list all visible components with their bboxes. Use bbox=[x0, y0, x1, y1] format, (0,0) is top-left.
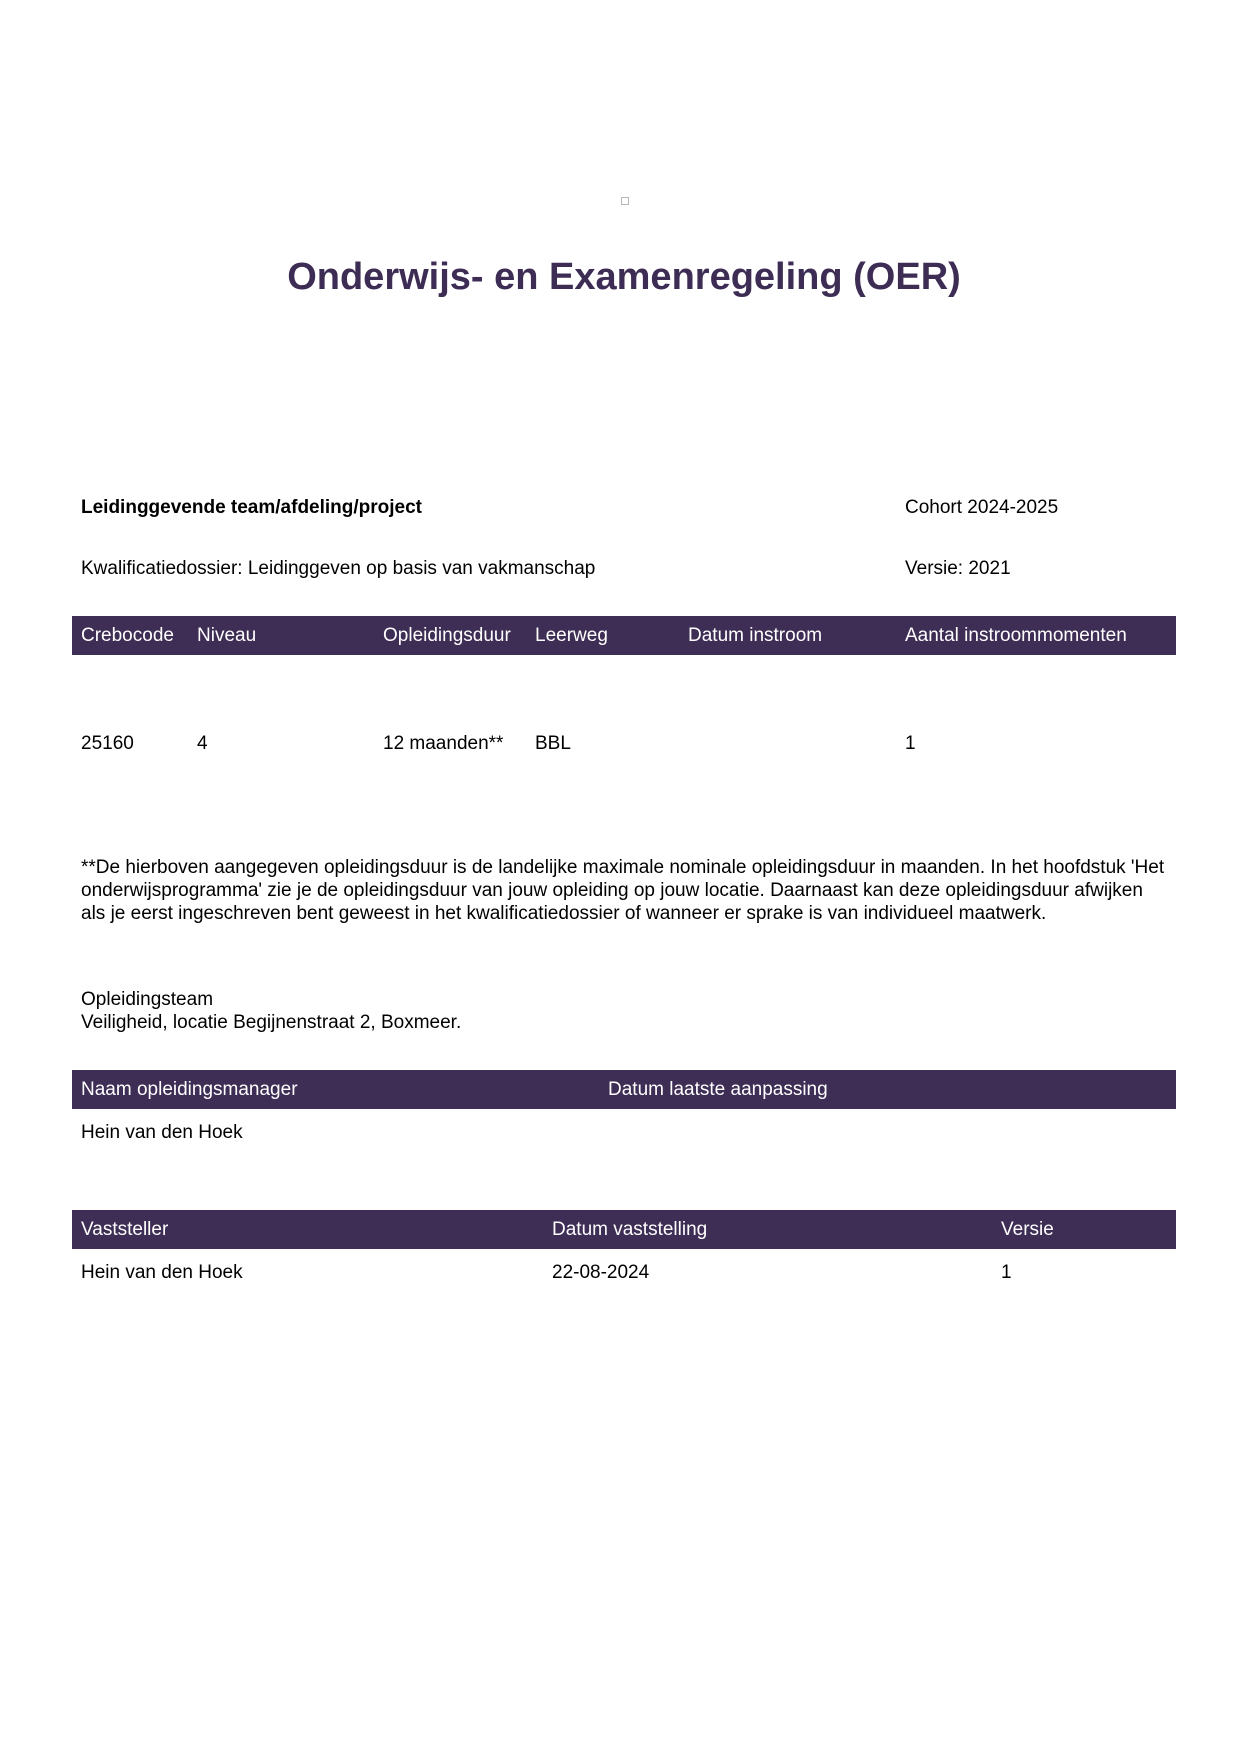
cell-leerweg: BBL bbox=[535, 733, 571, 754]
cell-aantal-instroommomenten: 1 bbox=[905, 733, 916, 754]
manager-table-row bbox=[72, 1121, 1176, 1145]
version-label: Versie: 2021 bbox=[905, 558, 1011, 579]
header-datum-instroom: Datum instroom bbox=[688, 625, 823, 646]
header-naam-opleidingsmanager: Naam opleidingsmanager bbox=[81, 1079, 298, 1100]
cell-niveau: 4 bbox=[197, 733, 208, 754]
approval-table-row bbox=[72, 1261, 1176, 1285]
header-niveau: Niveau bbox=[197, 625, 257, 646]
header-datum-vaststelling: Datum vaststelling bbox=[552, 1219, 708, 1240]
cell-versie: 1 bbox=[1001, 1262, 1012, 1283]
cell-crebocode: 25160 bbox=[81, 733, 134, 754]
program-name: Leidinggevende team/afdeling/project bbox=[81, 497, 423, 518]
cell-vaststeller: Hein van den Hoek bbox=[81, 1262, 243, 1283]
header-vaststeller: Vaststeller bbox=[81, 1219, 169, 1240]
footnote: **De hierboven aangegeven opleidingsduur is de landelijke maximale nominale opleidingsduur in maanden. In het hoofdstuk 'Het onderwijsprogramma' zie je de opleidingsduur van jouw opleiding op jouw locatie. Daarnaast kan deze opleidingsduur afwijken als je eerst ingeschreven bent geweest in het kwalificatiedossier of wanneer er sprake is van individueel maatwerk. bbox=[81, 857, 1165, 924]
header-aantal-instroommomenten: Aantal instroommomenten bbox=[905, 625, 1127, 646]
cell-opleidingsduur: 12 maanden** bbox=[383, 733, 504, 754]
cell-datum-vaststelling: 22-08-2024 bbox=[552, 1262, 650, 1283]
program-table-row bbox=[72, 732, 1176, 756]
cohort: Cohort 2024-2025 bbox=[905, 497, 1059, 518]
team-location: Veiligheid, locatie Begijnenstraat 2, Boxmeer. bbox=[81, 1012, 462, 1033]
cell-manager-name: Hein van den Hoek bbox=[81, 1122, 243, 1143]
approval-table-header bbox=[72, 1210, 1176, 1249]
program-table-header bbox=[72, 616, 1176, 655]
header-datum-laatste-aanpassing: Datum laatste aanpassing bbox=[608, 1079, 828, 1100]
qualification-dossier: Kwalificatiedossier: Leidinggeven op basis van vakmanschap bbox=[81, 558, 596, 579]
header-leerweg: Leerweg bbox=[535, 625, 608, 646]
team-label: Opleidingsteam bbox=[81, 989, 214, 1010]
manager-table-header bbox=[72, 1070, 1176, 1109]
header-versie: Versie bbox=[1001, 1219, 1054, 1240]
header-crebocode: Crebocode bbox=[81, 625, 174, 646]
document-title: Onderwijs- en Examenregeling (OER) bbox=[287, 256, 961, 298]
header-opleidingsduur: Opleidingsduur bbox=[383, 625, 511, 646]
image-placeholder-icon bbox=[621, 197, 629, 205]
